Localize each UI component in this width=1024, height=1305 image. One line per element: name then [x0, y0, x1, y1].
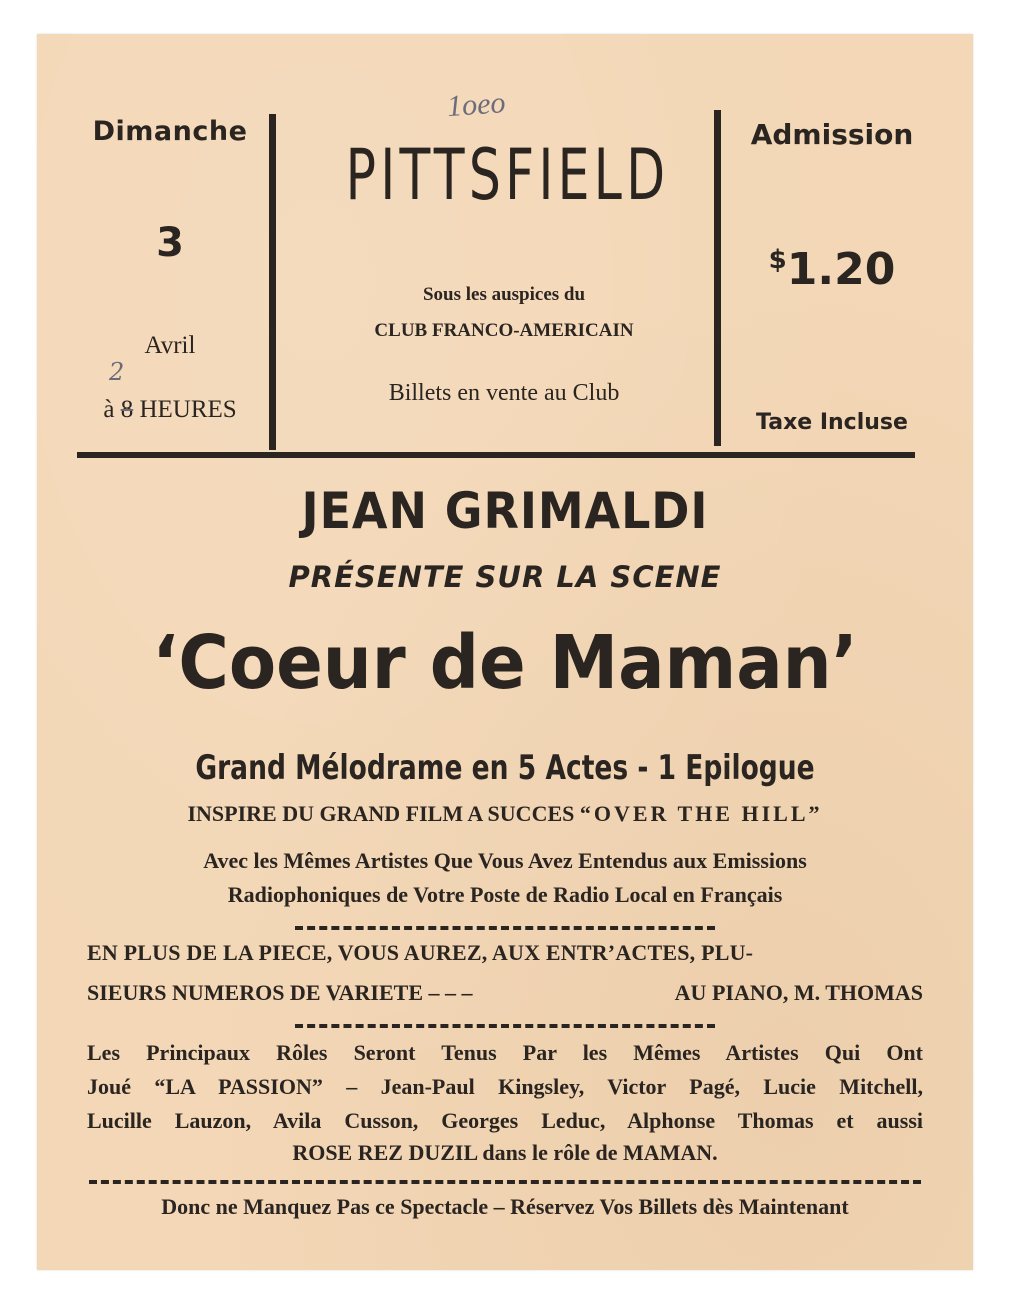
tickets-info: Billets en vente au Club	[388, 380, 620, 406]
city-title: PITTSFIELD	[345, 134, 670, 216]
club-name: CLUB FRANCO-AMERICAIN	[374, 320, 634, 341]
presenter-name: JEAN GRIMALDI	[301, 482, 709, 540]
event-date: 3	[156, 220, 184, 266]
play-title: ‘Coeur de Maman’	[152, 620, 858, 706]
handwritten-date-correction: 2	[109, 358, 125, 386]
admission-label: Admission	[750, 118, 914, 151]
event-month-label: Avril	[144, 332, 196, 359]
handwritten-annotation: 1oeo	[445, 86, 507, 124]
closing-line: Donc ne Manquez Pas ce Spectacle – Réservez Vos Billets dès Maintenant	[161, 1194, 849, 1219]
inspired-film: “OVER THE HILL”	[579, 801, 823, 826]
artists-line-2: Radiophoniques de Votre Poste de Radio Local en Français	[227, 882, 783, 907]
genre-line: Grand Mélodrame en 5 Actes - 1 Epilogue	[195, 748, 815, 788]
inspired-line	[37, 801, 973, 827]
cast-line-1: Les Principaux Rôles Seront Tenus Par les Mêmes Artistes Qui Ont	[87, 1040, 923, 1065]
dashed-divider-3	[89, 1180, 921, 1184]
auspices-line: Sous les auspices du	[422, 284, 586, 305]
time-prefix: à	[103, 396, 115, 423]
header-divider-left	[269, 114, 276, 450]
poster-sheet	[37, 34, 973, 1270]
tax-note: Taxe Incluse	[756, 410, 908, 435]
extras-variety: SIEURS NUMEROS DE VARIETE – – –	[87, 980, 473, 1005]
time-suffix: HEURES	[139, 396, 237, 423]
event-time	[75, 396, 265, 424]
dashed-divider-2	[295, 1024, 715, 1028]
price-value: 1.20	[786, 244, 896, 295]
admission-price	[727, 244, 937, 295]
inspired-prefix: INSPIRE DU GRAND FILM A SUCCES	[187, 801, 575, 826]
cast-line-2: Joué “LA PASSION” – Jean-Paul Kingsley, Victor Pagé, Lucie Mitchell,	[87, 1074, 923, 1099]
extras-piano: AU PIANO, M. THOMAS	[674, 980, 923, 1005]
cast-line-3: Lucille Lauzon, Avila Cusson, Georges Leduc, Alphonse Thomas et aussi	[87, 1108, 923, 1133]
time-hour: 8	[120, 396, 134, 423]
presents-line: PRÉSENTE SUR LA SCENE	[288, 560, 722, 594]
artists-line-1: Avec les Mêmes Artistes Que Vous Avez Entendus aux Emissions	[203, 848, 807, 873]
event-day: Dimanche	[92, 116, 248, 147]
header-bottom-rule	[77, 452, 915, 458]
event-month	[85, 332, 255, 386]
dashed-divider-1	[295, 926, 715, 930]
price-currency: $	[768, 245, 787, 275]
extras-line-1: EN PLUS DE LA PIECE, VOUS AUREZ, AUX ENTR’ACTES, PLU-	[87, 940, 754, 965]
cast-line-4: ROSE REZ DUZIL dans le rôle de MAMAN.	[292, 1140, 718, 1165]
